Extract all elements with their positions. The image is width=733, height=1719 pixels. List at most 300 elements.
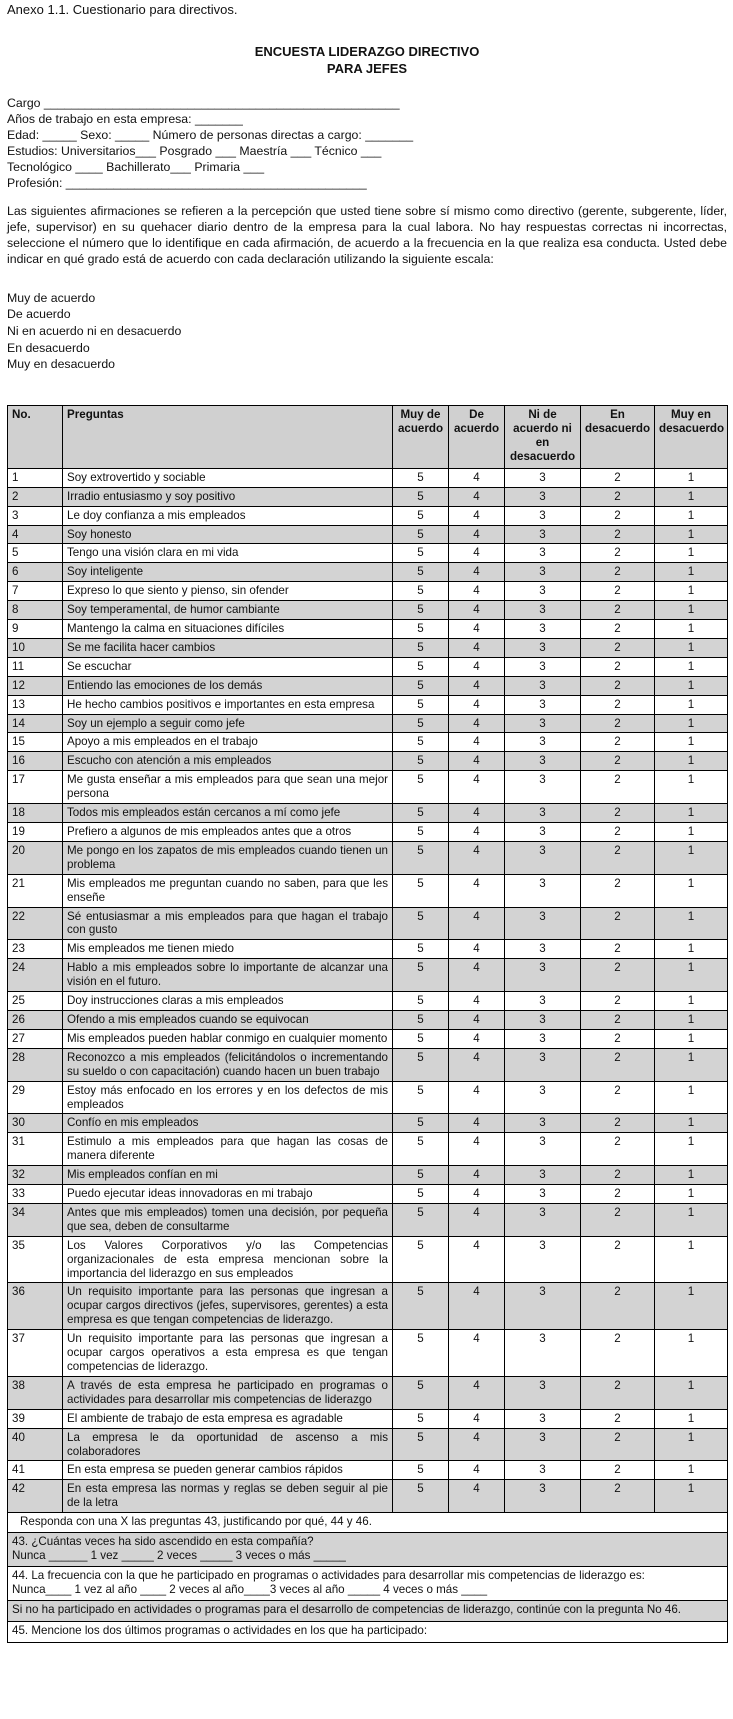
field-studies[interactable]: Estudios: Universitarios___ Posgrado ___ Maestría ___ Técnico ___ (7, 143, 382, 158)
question-text: Entiendo las emociones de los demás (63, 676, 393, 695)
score-option-5[interactable]: 5 (393, 1010, 449, 1029)
score-option-1[interactable]: 1 (655, 940, 728, 959)
score-option-2[interactable]: 2 (581, 638, 655, 657)
score-option-4[interactable]: 4 (449, 907, 505, 940)
score-option-1[interactable]: 1 (655, 804, 728, 823)
question-text: Doy instrucciones claras a mis empleados (63, 992, 393, 1011)
score-option-5[interactable]: 5 (393, 1114, 449, 1133)
score-option-5[interactable]: 5 (393, 1376, 449, 1409)
score-option-4[interactable]: 4 (449, 1114, 505, 1133)
score-option-2[interactable]: 2 (581, 907, 655, 940)
score-option-5[interactable]: 5 (393, 620, 449, 639)
question-row (8, 1409, 728, 1428)
score-option-5[interactable]: 5 (393, 638, 449, 657)
score-option-5[interactable]: 5 (393, 468, 449, 487)
score-option-5[interactable]: 5 (393, 1166, 449, 1185)
question-text: Los Valores Corporativos y/o las Competencias organizacionales de esta empresa mencionan sobre la importancia del liderazgo en sus empleados (63, 1236, 393, 1283)
score-option-4[interactable]: 4 (449, 468, 505, 487)
score-option-4[interactable]: 4 (449, 804, 505, 823)
question-row (8, 841, 728, 874)
question-number: 2 (8, 487, 63, 506)
score-option-5[interactable]: 5 (393, 506, 449, 525)
score-option-5[interactable]: 5 (393, 487, 449, 506)
question-text: Mantengo la calma en situaciones difíciles (63, 620, 393, 639)
score-option-2[interactable]: 2 (581, 1203, 655, 1236)
question-text: Un requisito importante para las personas que ingresan a ocupar cargos directivos (jefes, supervisores, gerentes) a esta empresa es que tengan competencias de liderazgo. (63, 1283, 393, 1330)
score-option-1[interactable]: 1 (655, 506, 728, 525)
question-45[interactable]: 45. Mencione los dos últimos programas o actividades en los que ha participado: (8, 1622, 728, 1643)
score-option-4[interactable]: 4 (449, 620, 505, 639)
score-option-1[interactable]: 1 (655, 1081, 728, 1114)
score-option-4[interactable]: 4 (449, 1048, 505, 1081)
score-option-3[interactable]: 3 (505, 992, 581, 1011)
question-row (8, 907, 728, 940)
score-option-4[interactable]: 4 (449, 1081, 505, 1114)
question-number: 6 (8, 563, 63, 582)
score-option-5[interactable]: 5 (393, 771, 449, 804)
score-option-5[interactable]: 5 (393, 1081, 449, 1114)
score-option-5[interactable]: 5 (393, 804, 449, 823)
score-option-1[interactable]: 1 (655, 1203, 728, 1236)
score-option-4[interactable]: 4 (449, 544, 505, 563)
score-option-3[interactable]: 3 (505, 563, 581, 582)
scale-item: De acuerdo (7, 307, 71, 322)
score-option-4[interactable]: 4 (449, 1461, 505, 1480)
question-number: 5 (8, 544, 63, 563)
score-option-4[interactable]: 4 (449, 992, 505, 1011)
score-option-3[interactable]: 3 (505, 823, 581, 842)
score-option-4[interactable]: 4 (449, 940, 505, 959)
score-option-4[interactable]: 4 (449, 638, 505, 657)
score-option-3[interactable]: 3 (505, 1029, 581, 1048)
question-text: Todos mis empleados están cercanos a mí como jefe (63, 804, 393, 823)
score-option-4[interactable]: 4 (449, 506, 505, 525)
score-option-3[interactable]: 3 (505, 874, 581, 907)
score-option-3[interactable]: 3 (505, 714, 581, 733)
score-option-4[interactable]: 4 (449, 1428, 505, 1461)
score-option-4[interactable]: 4 (449, 1409, 505, 1428)
score-option-2[interactable]: 2 (581, 992, 655, 1011)
score-option-3[interactable]: 3 (505, 487, 581, 506)
question-43[interactable] (8, 1533, 728, 1567)
score-option-3[interactable]: 3 (505, 1166, 581, 1185)
score-option-4[interactable]: 4 (449, 1376, 505, 1409)
score-option-1[interactable]: 1 (655, 582, 728, 601)
score-option-1[interactable]: 1 (655, 695, 728, 714)
score-option-1[interactable]: 1 (655, 1409, 728, 1428)
score-option-1[interactable]: 1 (655, 468, 728, 487)
score-option-4[interactable]: 4 (449, 601, 505, 620)
question-number: 34 (8, 1203, 63, 1236)
score-option-1[interactable]: 1 (655, 733, 728, 752)
score-option-3[interactable]: 3 (505, 582, 581, 601)
score-option-2[interactable]: 2 (581, 1236, 655, 1283)
score-option-2[interactable]: 2 (581, 752, 655, 771)
score-option-1[interactable]: 1 (655, 1428, 728, 1461)
score-option-4[interactable]: 4 (449, 823, 505, 842)
score-option-4[interactable]: 4 (449, 771, 505, 804)
score-option-1[interactable]: 1 (655, 544, 728, 563)
score-option-2[interactable]: 2 (581, 1133, 655, 1166)
question-number: 13 (8, 695, 63, 714)
score-option-5[interactable]: 5 (393, 1409, 449, 1428)
score-option-2[interactable]: 2 (581, 544, 655, 563)
question-number: 4 (8, 525, 63, 544)
score-option-2[interactable]: 2 (581, 563, 655, 582)
score-option-4[interactable]: 4 (449, 657, 505, 676)
question-row (8, 874, 728, 907)
score-option-1[interactable]: 1 (655, 487, 728, 506)
score-option-1[interactable]: 1 (655, 1283, 728, 1330)
question-row (8, 657, 728, 676)
score-option-1[interactable]: 1 (655, 676, 728, 695)
question-text: He hecho cambios positivos e importantes en esta empresa (63, 695, 393, 714)
score-option-5[interactable]: 5 (393, 1461, 449, 1480)
question-number: 24 (8, 959, 63, 992)
score-option-5[interactable]: 5 (393, 525, 449, 544)
score-option-5[interactable]: 5 (393, 1133, 449, 1166)
question-row (8, 1029, 728, 1048)
score-option-2[interactable]: 2 (581, 823, 655, 842)
question-row (8, 676, 728, 695)
score-option-2[interactable]: 2 (581, 771, 655, 804)
score-option-2[interactable]: 2 (581, 695, 655, 714)
score-option-4[interactable]: 4 (449, 695, 505, 714)
score-option-3[interactable]: 3 (505, 620, 581, 639)
score-option-3[interactable]: 3 (505, 771, 581, 804)
score-option-5[interactable]: 5 (393, 1480, 449, 1513)
header-no: No. (8, 405, 63, 468)
question-43-text: 43. ¿Cuántas veces ha sido ascendido en esta compañía? (12, 1535, 314, 1549)
question-row (8, 714, 728, 733)
score-option-3[interactable]: 3 (505, 804, 581, 823)
question-row (8, 487, 728, 506)
score-option-4[interactable]: 4 (449, 525, 505, 544)
score-option-3[interactable]: 3 (505, 959, 581, 992)
score-option-5[interactable]: 5 (393, 1236, 449, 1283)
question-row (8, 506, 728, 525)
question-text: Escucho con atención a mis empleados (63, 752, 393, 771)
question-text: Soy inteligente (63, 563, 393, 582)
score-option-1[interactable]: 1 (655, 1376, 728, 1409)
score-option-2[interactable]: 2 (581, 620, 655, 639)
score-option-4[interactable]: 4 (449, 1029, 505, 1048)
score-option-2[interactable]: 2 (581, 1029, 655, 1048)
score-option-1[interactable]: 1 (655, 959, 728, 992)
question-number: 28 (8, 1048, 63, 1081)
score-option-1[interactable]: 1 (655, 1461, 728, 1480)
question-number: 17 (8, 771, 63, 804)
field-profession[interactable]: Profesión: ____________________________________________ (7, 175, 367, 190)
question-number: 29 (8, 1081, 63, 1114)
survey-title (7, 43, 727, 78)
score-option-1[interactable]: 1 (655, 1029, 728, 1048)
question-text: Tengo una visión clara en mi vida (63, 544, 393, 563)
score-option-5[interactable]: 5 (393, 695, 449, 714)
score-option-3[interactable]: 3 (505, 907, 581, 940)
score-option-2[interactable]: 2 (581, 733, 655, 752)
question-row (8, 582, 728, 601)
score-option-2[interactable]: 2 (581, 657, 655, 676)
score-option-3[interactable]: 3 (505, 1480, 581, 1513)
score-option-3[interactable]: 3 (505, 1081, 581, 1114)
score-option-3[interactable]: 3 (505, 1185, 581, 1204)
score-option-1[interactable]: 1 (655, 1048, 728, 1081)
question-text: Puedo ejecutar ideas innovadoras en mi trabajo (63, 1185, 393, 1204)
score-option-4[interactable]: 4 (449, 874, 505, 907)
question-number: 32 (8, 1166, 63, 1185)
score-option-4[interactable]: 4 (449, 487, 505, 506)
scale-item: Ni en acuerdo ni en desacuerdo (7, 324, 182, 339)
score-option-3[interactable]: 3 (505, 1133, 581, 1166)
score-option-1[interactable]: 1 (655, 638, 728, 657)
question-text: La empresa le da oportunidad de ascenso a mis colaboradores (63, 1428, 393, 1461)
score-option-2[interactable]: 2 (581, 959, 655, 992)
score-option-2[interactable]: 2 (581, 582, 655, 601)
score-option-4[interactable]: 4 (449, 1166, 505, 1185)
scale-item: En desacuerdo (7, 340, 90, 355)
score-option-3[interactable]: 3 (505, 1409, 581, 1428)
question-number: 10 (8, 638, 63, 657)
score-option-2[interactable]: 2 (581, 506, 655, 525)
score-option-1[interactable]: 1 (655, 1133, 728, 1166)
question-row (8, 1048, 728, 1081)
question-row (8, 992, 728, 1011)
score-option-3[interactable]: 3 (505, 1048, 581, 1081)
score-option-1[interactable]: 1 (655, 823, 728, 842)
footer-note: Si no ha participado en actividades o programas para el desarrollo de competencias de liderazgo, continúe con la pregunta No 46. (8, 1601, 728, 1622)
score-option-4[interactable]: 4 (449, 676, 505, 695)
score-option-2[interactable]: 2 (581, 1010, 655, 1029)
score-option-5[interactable]: 5 (393, 1048, 449, 1081)
question-text: Se me facilita hacer cambios (63, 638, 393, 657)
score-option-3[interactable]: 3 (505, 601, 581, 620)
question-number: 15 (8, 733, 63, 752)
score-option-1[interactable]: 1 (655, 657, 728, 676)
score-option-3[interactable]: 3 (505, 841, 581, 874)
score-option-3[interactable]: 3 (505, 544, 581, 563)
question-44[interactable] (8, 1567, 728, 1601)
respondent-fields (7, 96, 727, 192)
score-option-5[interactable]: 5 (393, 582, 449, 601)
score-option-4[interactable]: 4 (449, 733, 505, 752)
score-option-3[interactable]: 3 (505, 525, 581, 544)
question-number: 41 (8, 1461, 63, 1480)
score-option-5[interactable]: 5 (393, 544, 449, 563)
score-option-2[interactable]: 2 (581, 874, 655, 907)
score-option-3[interactable]: 3 (505, 1236, 581, 1283)
score-option-4[interactable]: 4 (449, 1283, 505, 1330)
score-option-1[interactable]: 1 (655, 620, 728, 639)
score-option-5[interactable]: 5 (393, 1203, 449, 1236)
score-option-5[interactable]: 5 (393, 601, 449, 620)
score-option-1[interactable]: 1 (655, 1330, 728, 1377)
score-option-5[interactable]: 5 (393, 1185, 449, 1204)
score-option-4[interactable]: 4 (449, 1010, 505, 1029)
questionnaire-table (7, 405, 728, 1643)
score-option-5[interactable]: 5 (393, 959, 449, 992)
score-option-2[interactable]: 2 (581, 1461, 655, 1480)
question-number: 23 (8, 940, 63, 959)
score-option-1[interactable]: 1 (655, 1114, 728, 1133)
score-option-3[interactable]: 3 (505, 940, 581, 959)
score-option-1[interactable]: 1 (655, 1010, 728, 1029)
score-option-3[interactable]: 3 (505, 1283, 581, 1330)
question-text: Expreso lo que siento y pienso, sin ofender (63, 582, 393, 601)
score-option-1[interactable]: 1 (655, 1185, 728, 1204)
score-option-1[interactable]: 1 (655, 1236, 728, 1283)
score-option-3[interactable]: 3 (505, 1428, 581, 1461)
score-option-1[interactable]: 1 (655, 841, 728, 874)
score-option-4[interactable]: 4 (449, 1203, 505, 1236)
score-option-2[interactable]: 2 (581, 1409, 655, 1428)
score-option-4[interactable]: 4 (449, 1480, 505, 1513)
score-option-5[interactable]: 5 (393, 752, 449, 771)
score-option-4[interactable]: 4 (449, 563, 505, 582)
score-option-5[interactable]: 5 (393, 874, 449, 907)
score-option-3[interactable]: 3 (505, 638, 581, 657)
score-option-5[interactable]: 5 (393, 714, 449, 733)
question-row (8, 771, 728, 804)
question-number: 1 (8, 468, 63, 487)
score-option-1[interactable]: 1 (655, 907, 728, 940)
score-option-1[interactable]: 1 (655, 1480, 728, 1513)
score-option-2[interactable]: 2 (581, 1081, 655, 1114)
score-option-3[interactable]: 3 (505, 752, 581, 771)
score-option-3[interactable]: 3 (505, 676, 581, 695)
score-option-2[interactable]: 2 (581, 1480, 655, 1513)
question-text: El ambiente de trabajo de esta empresa es agradable (63, 1409, 393, 1428)
score-option-5[interactable]: 5 (393, 940, 449, 959)
score-option-5[interactable]: 5 (393, 733, 449, 752)
score-option-3[interactable]: 3 (505, 733, 581, 752)
score-option-2[interactable]: 2 (581, 1283, 655, 1330)
score-option-1[interactable]: 1 (655, 525, 728, 544)
question-row (8, 1185, 728, 1204)
question-text: Irradio entusiasmo y soy positivo (63, 487, 393, 506)
question-text: Hablo a mis empleados sobre lo importante de alcanzar una visión en el futuro. (63, 959, 393, 992)
score-option-4[interactable]: 4 (449, 959, 505, 992)
score-option-2[interactable]: 2 (581, 1166, 655, 1185)
score-option-1[interactable]: 1 (655, 601, 728, 620)
score-option-5[interactable]: 5 (393, 1428, 449, 1461)
question-row (8, 563, 728, 582)
score-option-2[interactable]: 2 (581, 676, 655, 695)
score-option-3[interactable]: 3 (505, 657, 581, 676)
score-option-2[interactable]: 2 (581, 525, 655, 544)
score-option-2[interactable]: 2 (581, 468, 655, 487)
score-option-2[interactable]: 2 (581, 714, 655, 733)
score-option-4[interactable]: 4 (449, 1330, 505, 1377)
question-row (8, 1010, 728, 1029)
scale-list (7, 290, 727, 373)
score-option-4[interactable]: 4 (449, 714, 505, 733)
question-number: 36 (8, 1283, 63, 1330)
score-option-2[interactable]: 2 (581, 1114, 655, 1133)
score-option-5[interactable]: 5 (393, 907, 449, 940)
header-score-4: De acuerdo (449, 405, 505, 468)
header-score-3: Ni de acuerdo ni en desacuerdo (505, 405, 581, 468)
score-option-2[interactable]: 2 (581, 601, 655, 620)
question-row (8, 1203, 728, 1236)
score-option-3[interactable]: 3 (505, 1330, 581, 1377)
score-option-5[interactable]: 5 (393, 992, 449, 1011)
field-cargo[interactable]: Cargo ____________________________________________________ (7, 95, 400, 110)
score-option-4[interactable]: 4 (449, 841, 505, 874)
score-option-3[interactable]: 3 (505, 1376, 581, 1409)
score-option-5[interactable]: 5 (393, 563, 449, 582)
score-option-5[interactable]: 5 (393, 1330, 449, 1377)
score-option-4[interactable]: 4 (449, 1133, 505, 1166)
question-number: 7 (8, 582, 63, 601)
score-option-2[interactable]: 2 (581, 1376, 655, 1409)
score-option-2[interactable]: 2 (581, 940, 655, 959)
score-option-5[interactable]: 5 (393, 1029, 449, 1048)
question-43-options[interactable]: Nunca ______ 1 vez _____ 2 veces _____ 3 veces o más _____ (12, 1549, 346, 1563)
score-option-2[interactable]: 2 (581, 1428, 655, 1461)
score-option-1[interactable]: 1 (655, 563, 728, 582)
score-option-3[interactable]: 3 (505, 468, 581, 487)
question-row (8, 1166, 728, 1185)
question-number: 31 (8, 1133, 63, 1166)
score-option-2[interactable]: 2 (581, 1185, 655, 1204)
field-age-sex[interactable]: Edad: _____ Sexo: _____ Número de personas directas a cargo: _______ (7, 127, 414, 142)
score-option-3[interactable]: 3 (505, 1461, 581, 1480)
score-option-1[interactable]: 1 (655, 771, 728, 804)
score-option-5[interactable]: 5 (393, 676, 449, 695)
score-option-2[interactable]: 2 (581, 841, 655, 874)
score-option-4[interactable]: 4 (449, 1236, 505, 1283)
score-option-4[interactable]: 4 (449, 582, 505, 601)
score-option-4[interactable]: 4 (449, 752, 505, 771)
field-years[interactable]: Años de trabajo en esta empresa: _______ (7, 111, 243, 126)
score-option-1[interactable]: 1 (655, 752, 728, 771)
question-row (8, 804, 728, 823)
score-option-3[interactable]: 3 (505, 695, 581, 714)
question-text: A través de esta empresa he participado en programas o actividades para desarrollar mis competencias de liderazgo (63, 1376, 393, 1409)
score-option-2[interactable]: 2 (581, 1330, 655, 1377)
score-option-1[interactable]: 1 (655, 874, 728, 907)
question-number: 21 (8, 874, 63, 907)
question-row (8, 468, 728, 487)
score-option-5[interactable]: 5 (393, 1283, 449, 1330)
question-44-options[interactable]: Nunca____ 1 vez al año ____ 2 veces al año____3 veces al año _____ 4 veces o más ____ (12, 1583, 488, 1597)
header-score-2: En desacuerdo (581, 405, 655, 468)
score-option-2[interactable]: 2 (581, 804, 655, 823)
score-option-1[interactable]: 1 (655, 714, 728, 733)
score-option-5[interactable]: 5 (393, 657, 449, 676)
score-option-5[interactable]: 5 (393, 823, 449, 842)
score-option-3[interactable]: 3 (505, 506, 581, 525)
score-option-5[interactable]: 5 (393, 841, 449, 874)
question-text: Soy honesto (63, 525, 393, 544)
question-number: 18 (8, 804, 63, 823)
score-option-3[interactable]: 3 (505, 1203, 581, 1236)
score-option-1[interactable]: 1 (655, 992, 728, 1011)
question-number: 37 (8, 1330, 63, 1377)
question-text: Reconozco a mis empleados (felicitándolos o incrementando su sueldo o con capacitación) cuando hacen un buen trabajo (63, 1048, 393, 1081)
field-studies-2[interactable]: Tecnológico ____ Bachillerato___ Primaria ___ (7, 159, 265, 174)
score-option-4[interactable]: 4 (449, 1185, 505, 1204)
question-text: Me gusta enseñar a mis empleados para que sean una mejor persona (63, 771, 393, 804)
question-row (8, 823, 728, 842)
question-number: 33 (8, 1185, 63, 1204)
score-option-1[interactable]: 1 (655, 1166, 728, 1185)
score-option-2[interactable]: 2 (581, 1048, 655, 1081)
score-option-2[interactable]: 2 (581, 487, 655, 506)
score-option-3[interactable]: 3 (505, 1114, 581, 1133)
score-option-3[interactable]: 3 (505, 1010, 581, 1029)
